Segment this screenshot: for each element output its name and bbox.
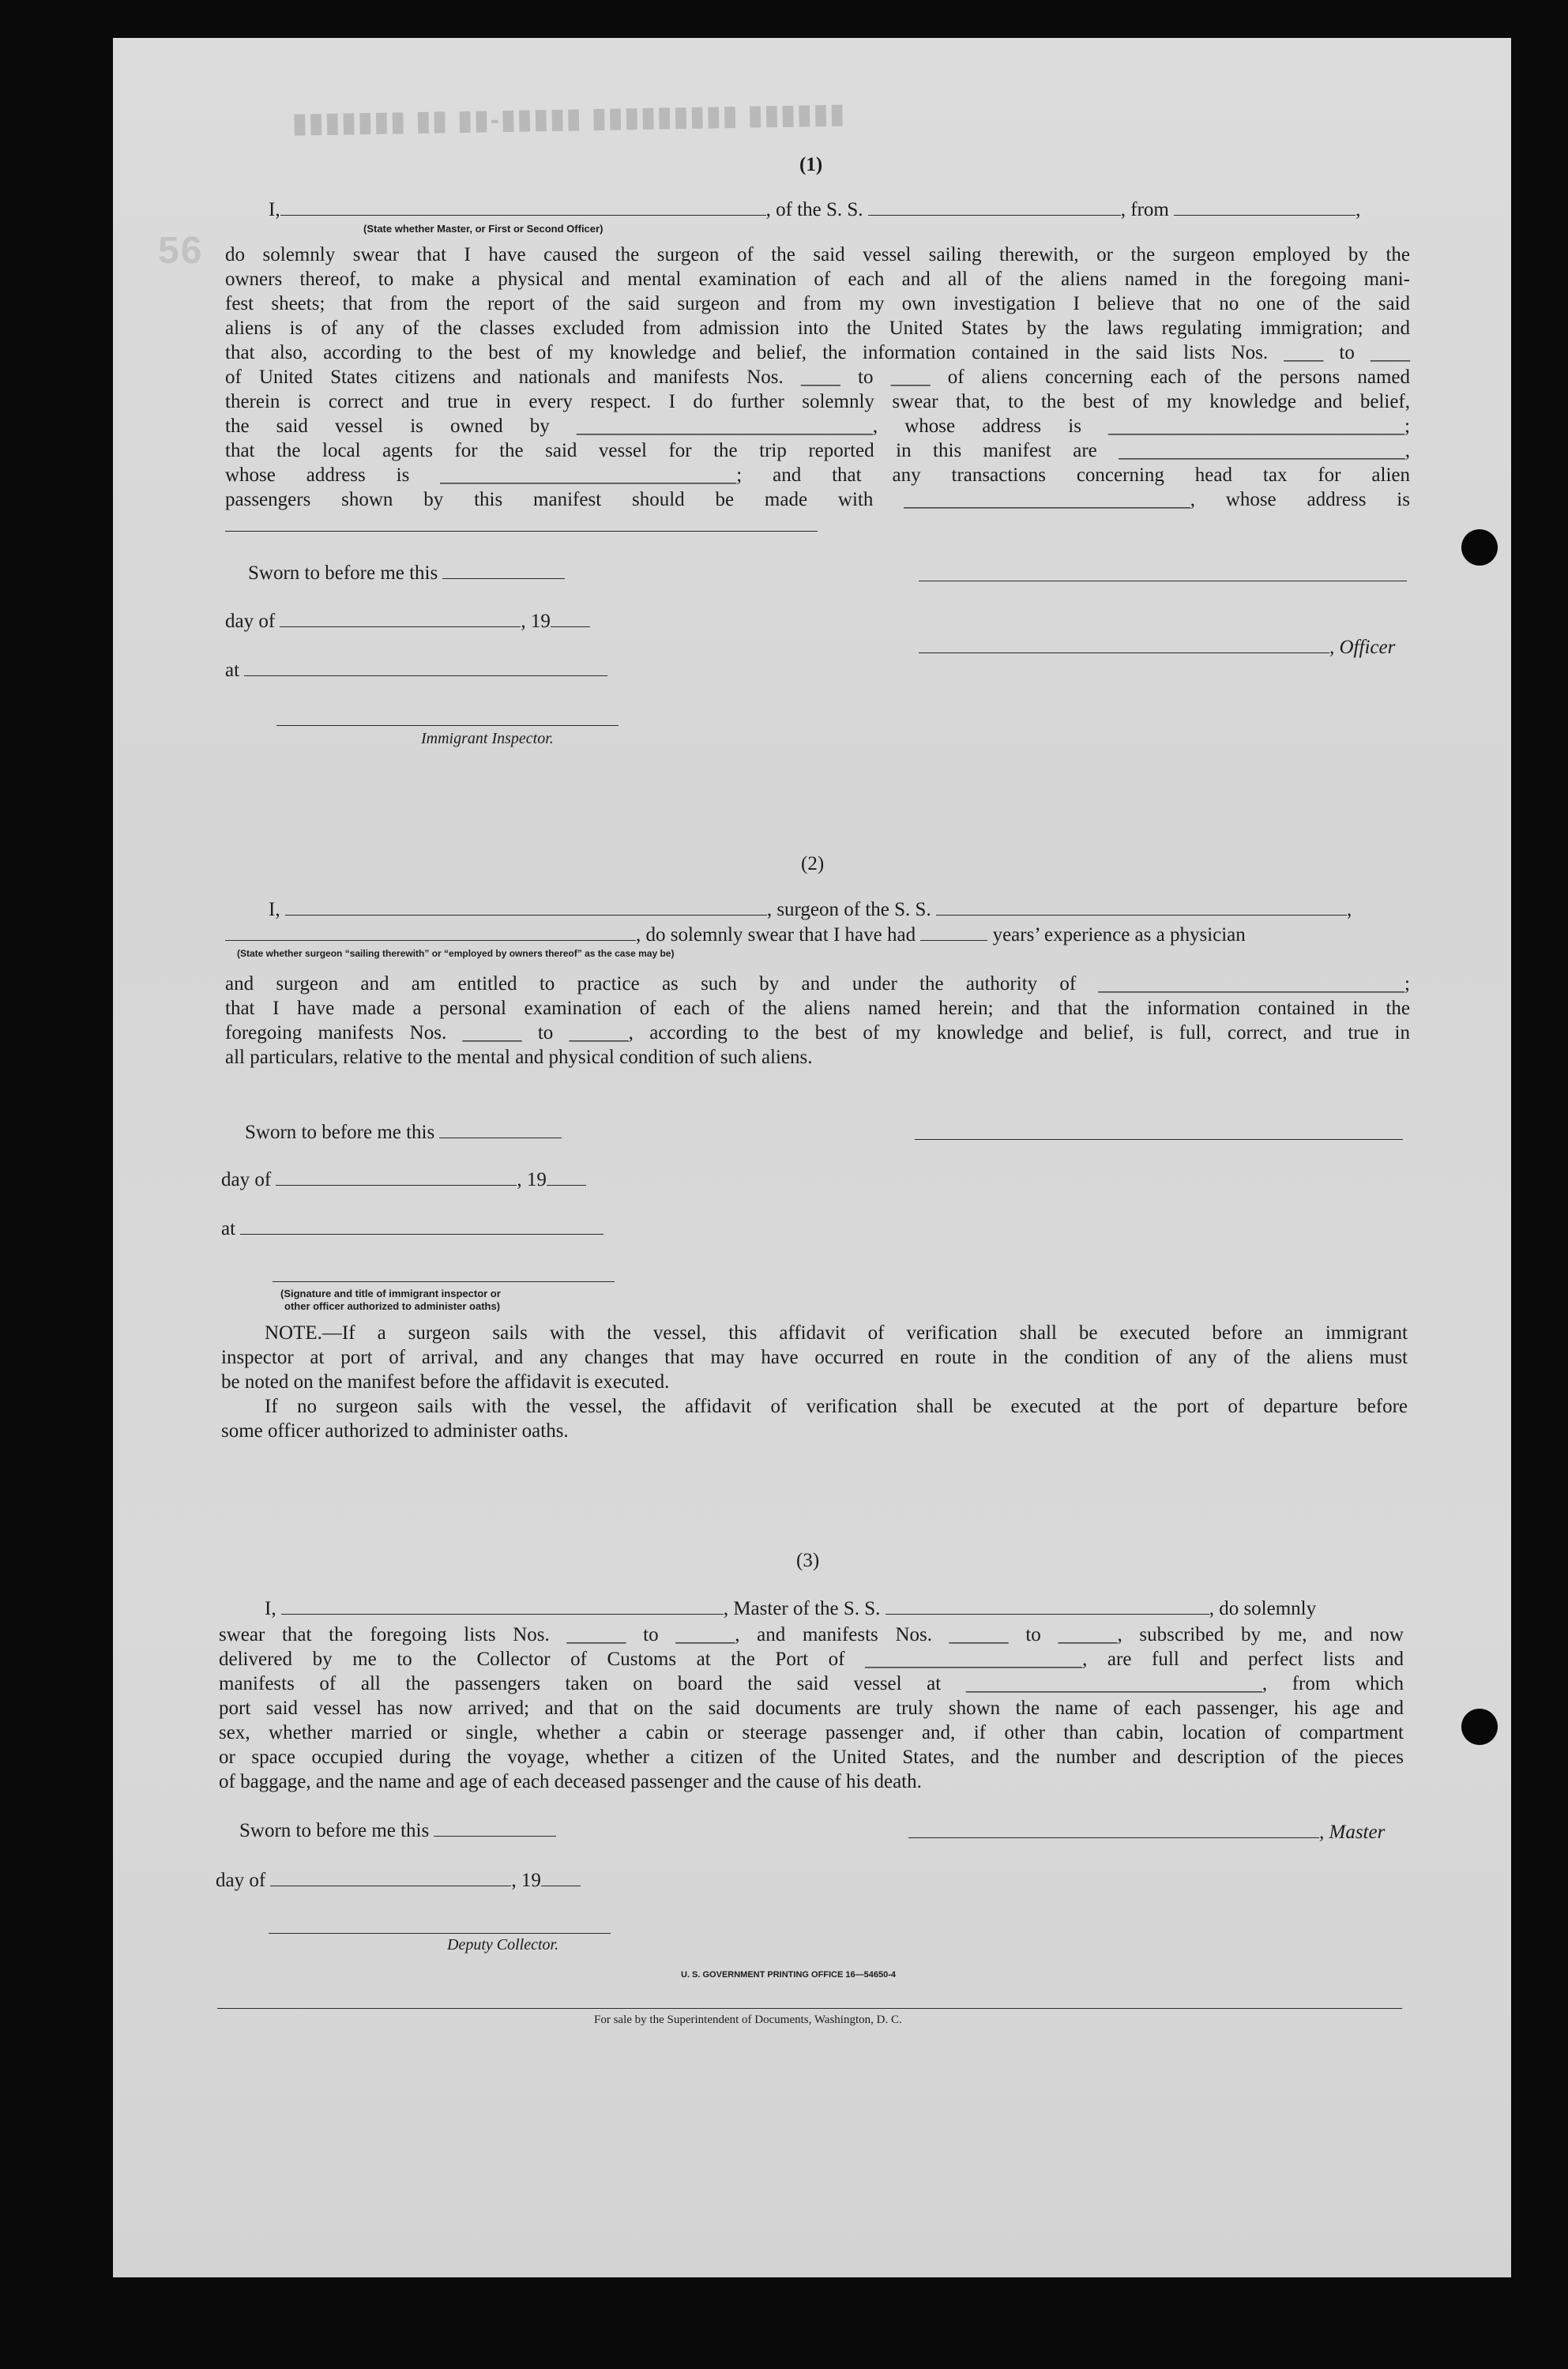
s1-at-field[interactable]: [244, 661, 607, 676]
s2-signature-line[interactable]: [915, 1139, 1403, 1140]
s3-sworn-label: Sworn to before me this: [239, 1820, 430, 1841]
s2-at: [221, 1218, 604, 1240]
s1-row: that also, according to the best of my knowledge and belief, the information contained in the said lists Nos. ____ to ____: [225, 342, 1410, 363]
s1-day: [225, 611, 590, 633]
s2-line1: I, , surgeon of the S. S. ,: [269, 899, 1352, 920]
s2-sworn-field[interactable]: [439, 1123, 562, 1138]
s3-solemnly: , do solemnly: [1209, 1598, 1317, 1619]
s1-row: of United States citizens and nationals and manifests Nos. ____ to ____ of aliens concerning each of the persons named: [225, 367, 1410, 388]
s2-experience: years’ experience as a physician: [992, 924, 1246, 946]
s1-address-field[interactable]: [225, 531, 818, 532]
s1-row: whose address is ______________________________; and that any transactions concerning head tax for alien: [225, 464, 1410, 486]
s2-day-label: day of: [221, 1169, 272, 1190]
s2-row: and surgeon and am entitled to practice as such by and under the authority of _______________________________;: [225, 973, 1410, 995]
s1-sworn-field[interactable]: [442, 564, 565, 579]
s1-row: therein is correct and true in every respect. I do further solemnly swear that, to the best of my knowledge and belief,: [225, 391, 1410, 412]
s3-row: swear that the foregoing lists Nos. ______ to ______, and manifests Nos. ______ to ______, subscribed by me, and now: [219, 1624, 1404, 1645]
s3-sworn-field[interactable]: [434, 1822, 556, 1837]
s2-vessel-field[interactable]: [936, 901, 1347, 916]
s1-officer-field[interactable]: [919, 638, 1329, 653]
bleed-through-mark: 56: [158, 230, 204, 272]
s2-surgeon-type-field[interactable]: [225, 926, 636, 941]
s3-row: or space occupied during the voyage, whether a citizen of the United States, and the number and description of the pieces: [219, 1747, 1404, 1768]
note-row: be noted on the manifest before the affidavit is executed.: [221, 1371, 670, 1393]
punch-hole: [1461, 1709, 1498, 1745]
inspector-label: Immigrant Inspector.: [421, 730, 554, 747]
s3-nineteen: , 19: [511, 1870, 541, 1891]
s3-day-field[interactable]: [270, 1871, 511, 1886]
s1-row: fest sheets; that from the report of the said surgeon and from my own investigation I believe that no one of the said: [225, 293, 1410, 314]
s1-row: that the local agents for the said vessel for the trip reported in this manifest are _____________________________,: [225, 440, 1410, 461]
s2-day: [221, 1169, 586, 1191]
s2-affidavit: [225, 972, 1410, 1070]
s2-at-field[interactable]: [240, 1220, 604, 1235]
inspector-signature-line[interactable]: [276, 725, 619, 726]
s3-row: of baggage, and the name and age of each deceased passenger and the cause of his death.: [219, 1771, 922, 1792]
section-2-number: (2): [801, 853, 825, 874]
s2-row: foregoing manifests Nos. ______ to ______, according to the best of my knowledge and belief, is full, correct, and true in: [225, 1022, 1410, 1043]
note-row: some officer authorized to administer oaths.: [221, 1420, 569, 1442]
s2-nineteen: , 19: [517, 1169, 547, 1190]
s3-row: manifests of all the passengers taken on board the said vessel at ______________________________, from which: [219, 1673, 1404, 1694]
punch-hole: [1461, 529, 1498, 566]
section-3-number: (3): [796, 1550, 820, 1571]
s1-affidavit: [225, 243, 1410, 512]
s1-year-field[interactable]: [551, 612, 590, 627]
rank-field[interactable]: [280, 201, 766, 216]
s1-from: , from: [1120, 199, 1169, 220]
s2-years-field[interactable]: [920, 926, 987, 941]
s1-sworn: [248, 562, 565, 585]
s2-swear: , do solemnly swear that I have had: [636, 924, 916, 946]
master-label: , Master: [1319, 1822, 1386, 1843]
s3-master-name-field[interactable]: [281, 1600, 724, 1615]
s1-day-label: day of: [225, 611, 276, 632]
s3-master-of: , Master of the S. S.: [723, 1598, 881, 1619]
bleed-through-heading: ▮▮▮▮▮▮▮ ▮▮ ▮▮-▮▮▮▮▮ ▮▮▮▮▮▮▮▮▮ ▮▮▮▮▮▮: [291, 98, 847, 139]
s1-row: aliens is of any of the classes excluded from admission into the United States by the laws regulating immigration; and: [225, 318, 1410, 339]
s1-at: [225, 660, 607, 682]
s2-surgeon-of: , surgeon of the S. S.: [766, 899, 931, 920]
s2-year-field[interactable]: [547, 1171, 586, 1186]
s1-row: owners thereof, to make a physical and mental examination of each and all of the aliens named in the foregoing mani-: [225, 269, 1410, 290]
s2-row: all particulars, relative to the mental and physical condition of such aliens.: [225, 1047, 813, 1068]
s3-i: I,: [265, 1598, 276, 1619]
note-row: If no surgeon sails with the vessel, the affidavit of verification shall be executed at the port of departure before: [265, 1396, 1408, 1417]
s1-nineteen: , 19: [521, 611, 551, 632]
s2-at-label: at: [221, 1218, 236, 1239]
s3-row: delivered by me to the Collector of Customs at the Port of ______________________, are full and perfect lists and: [219, 1649, 1404, 1670]
s1-officer: [919, 637, 1395, 659]
s1-row: do solemnly swear that I have caused the surgeon of the said vessel sailing therewith, or the surgeon employed by the: [225, 244, 1410, 265]
s3-row: port said vessel has now arrived; and that on the said documents are truly shown the name of each passenger, his age and: [219, 1698, 1404, 1719]
note-row: NOTE.—If a surgeon sails with the vessel, this affidavit of verification shall be executed before an immigrant: [265, 1322, 1408, 1344]
s1-sworn-label: Sworn to before me this: [248, 562, 438, 584]
note-row: inspector at port of arrival, and any changes that may have occurred en route in the condition of any of the aliens must: [221, 1347, 1408, 1368]
s1-line1: I, , of the S. S. , from ,: [269, 199, 1361, 220]
s2-sworn-label: Sworn to before me this: [245, 1122, 435, 1143]
s1-i: I,: [269, 199, 280, 220]
gpo-imprint: U. S. GOVERNMENT PRINTING OFFICE 16—54650-4: [681, 1970, 897, 1980]
s3-master-signature-field[interactable]: [908, 1823, 1319, 1838]
s3-day-label: day of: [216, 1870, 266, 1891]
s3-line1: [265, 1598, 1316, 1620]
s2-sig-note-2: other officer authorized to administer oaths): [284, 1300, 501, 1312]
s3-sworn: [239, 1820, 556, 1842]
s2-note: (State whether surgeon “sailing therewith” or “employed by owners thereof” as the case may be): [237, 948, 675, 959]
officer-label: , Officer: [1329, 637, 1396, 658]
s2-line2: [225, 924, 1246, 946]
s2-sworn: [245, 1122, 562, 1144]
vessel-name-field[interactable]: [868, 201, 1121, 216]
s3-day: [216, 1870, 581, 1892]
section-1-number: (1): [799, 154, 823, 175]
s3-year-field[interactable]: [541, 1871, 581, 1886]
collector-signature-line[interactable]: [269, 1933, 611, 1934]
collector-label: Deputy Collector.: [447, 1936, 559, 1953]
s2-note-paragraph: [221, 1321, 1408, 1443]
rank-note: (State whether Master, or First or Second Officer): [363, 223, 604, 235]
s2-surgeon-name-field[interactable]: [285, 901, 767, 916]
s1-row: the said vessel is owned by ______________________________, whose address is ______________________________;: [225, 416, 1410, 437]
s3-vessel-field[interactable]: [886, 1600, 1209, 1615]
s1-row: passengers shown by this manifest should be made with _____________________________, whose address is: [225, 489, 1410, 510]
from-port-field[interactable]: [1174, 201, 1356, 216]
sale-notice: For sale by the Superintendent of Documents, Washington, D. C.: [594, 2014, 902, 2026]
s1-at-label: at: [225, 660, 240, 681]
s3-affidavit: [219, 1623, 1404, 1794]
s2-i: I,: [269, 899, 280, 920]
s3-row: sex, whether married or single, whether a cabin or steerage passenger and, if other than cabin, location of compartment: [219, 1722, 1404, 1743]
s2-row: that I have made a personal examination of each of the aliens named herein; and that the information contained in the: [225, 998, 1410, 1019]
s1-day-field[interactable]: [280, 612, 521, 627]
s2-day-field[interactable]: [276, 1171, 517, 1186]
s1-of-ss: , of the S. S.: [765, 199, 863, 220]
s2-inspector-signature-line[interactable]: [273, 1281, 615, 1282]
s3-master: [908, 1822, 1385, 1844]
s2-sig-note-1: (Signature and title of immigrant inspector or: [280, 1288, 501, 1299]
footer-rule: [217, 2008, 1402, 2009]
